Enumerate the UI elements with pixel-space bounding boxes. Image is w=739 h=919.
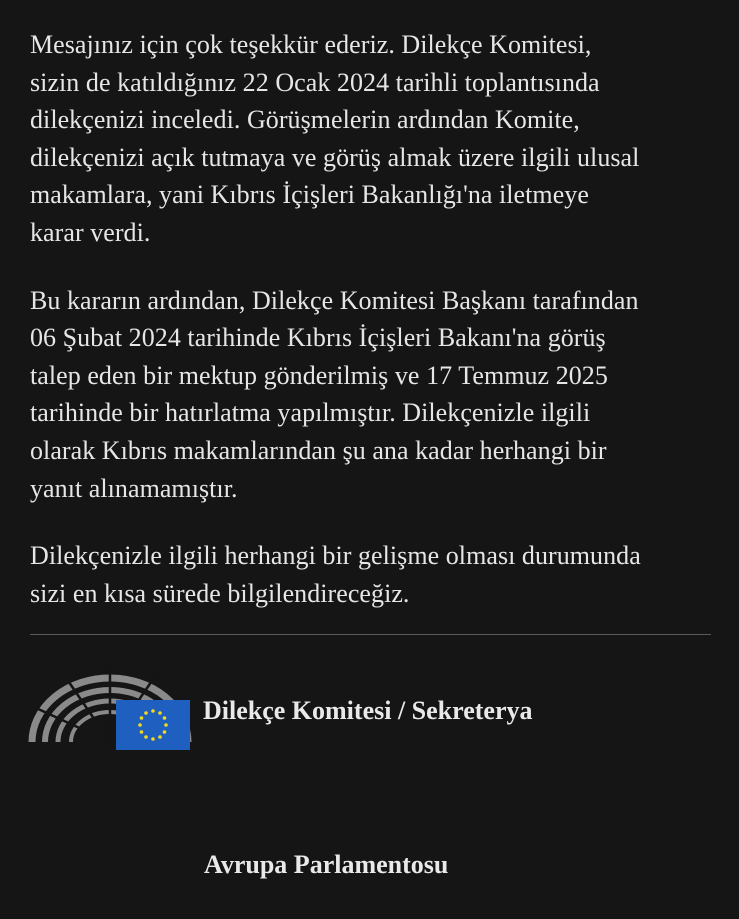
- message-line: dilekçenizi inceledi. Görüşmelerin ardından Komite,: [30, 105, 580, 135]
- message-paragraph: [30, 282, 720, 508]
- message-line: tarihinde bir hatırlatma yapılmıştır. Dilekçenizle ilgili: [30, 398, 591, 428]
- message-line: makamlara, yani Kıbrıs İçişleri Bakanlığı'na iletmeye: [30, 180, 589, 210]
- message-line: Mesajınız için çok teşekkür ederiz. Dilekçe Komitesi,: [30, 30, 592, 59]
- message-line: Bu kararın ardından, Dilekçe Komitesi Başkanı tarafından: [30, 285, 639, 315]
- european-parliament-logo-icon: [28, 660, 193, 752]
- message-line: olarak Kıbrıs makamlarından şu ana kadar herhangi bir: [30, 435, 607, 465]
- signature-name: Dilekçe Komitesi / Sekreterya: [203, 696, 533, 725]
- message-line: karar verdi.: [30, 217, 151, 247]
- signature-block: [28, 660, 718, 756]
- message-line: talep eden bir mektup gönderilmiş ve 17 Temmuz 2025: [30, 360, 608, 390]
- eu-flag: [116, 700, 190, 750]
- message-line: sizin de katıldığınız 22 Ocak 2024 tarihli toplantısında: [30, 67, 600, 97]
- message-line: sizi en kısa sürede bilgilendireceğiz.: [30, 578, 410, 608]
- message-line: dilekçenizi açık tutmaya ve görüş almak üzere ilgili ulusal: [30, 142, 640, 172]
- message-line: Dilekçenizle ilgili herhangi bir gelişme olması durumunda: [30, 541, 641, 571]
- institution-name: Avrupa Parlamentosu: [204, 850, 449, 879]
- signature-divider: [30, 634, 711, 635]
- message-paragraph: [30, 537, 720, 612]
- message-paragraph: [30, 26, 720, 252]
- message-body: [30, 26, 720, 642]
- message-line: yanıt alınamamıştır.: [30, 473, 238, 503]
- message-line: 06 Şubat 2024 tarihinde Kıbrıs İçişleri Bakanı'na görüş: [30, 323, 606, 353]
